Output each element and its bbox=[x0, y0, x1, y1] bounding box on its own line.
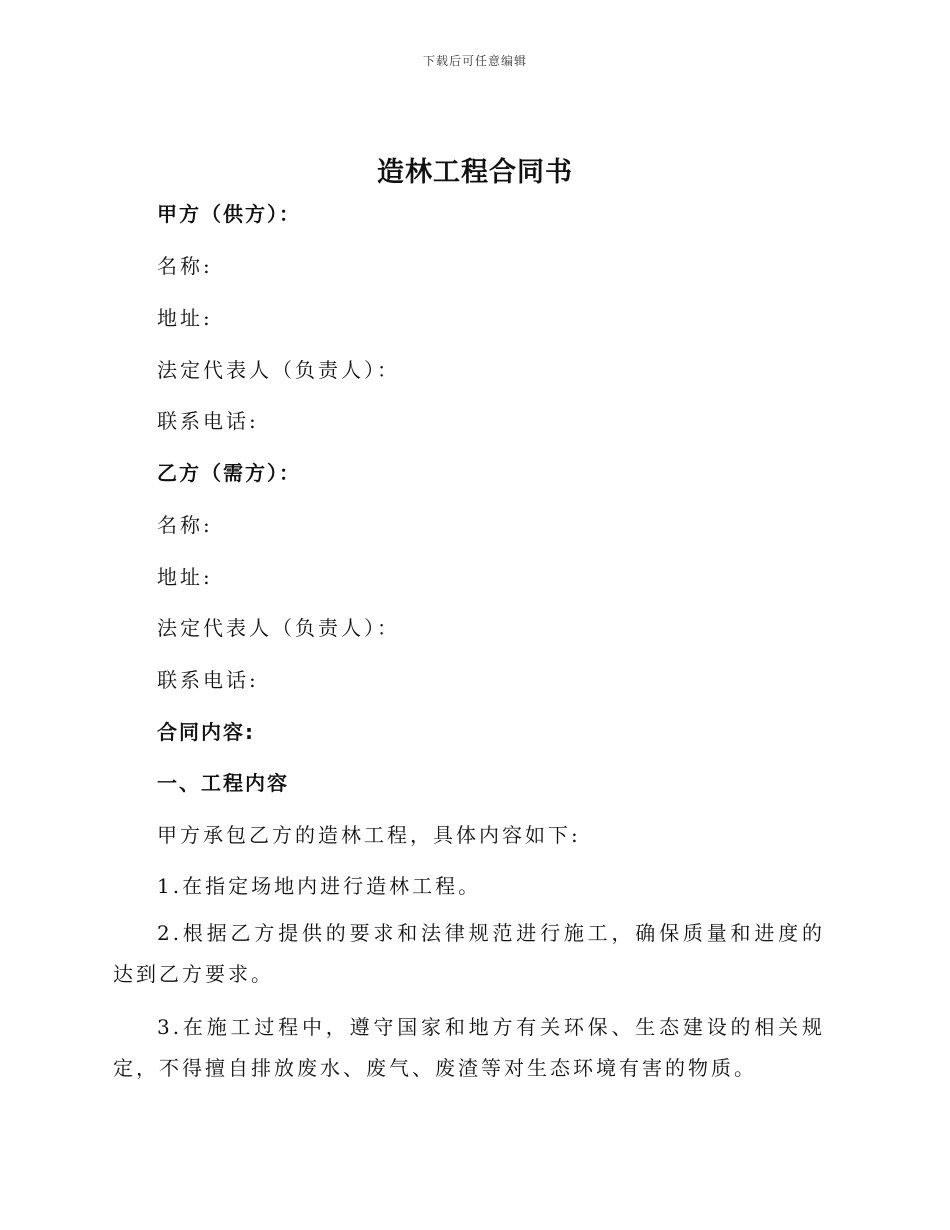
party-b-heading: 乙方（需方）： bbox=[157, 461, 301, 485]
section1-item-1: 1.在指定场地内进行造林工程。 bbox=[157, 874, 482, 898]
section1-item-2: 2.根据乙方提供的要求和法律规范进行施工，确保质量和进度的达到乙方要求。 bbox=[113, 921, 825, 986]
party-b-address-label: 地址: bbox=[157, 565, 213, 589]
section1-heading: 一、工程内容 bbox=[157, 771, 289, 795]
section1-intro: 甲方承包乙方的造林工程，具体内容如下: bbox=[157, 823, 581, 847]
party-a-address-label: 地址: bbox=[157, 306, 213, 330]
header-note: 下载后可任意编辑 bbox=[422, 54, 527, 68]
section1-item-3: 3.在施工过程中，遵守国家和地方有关环保、生态建设的相关规定，不得擅自排放废水、废气、废渣等对生态环境有害的物质。 bbox=[113, 1015, 825, 1080]
party-a-name-label: 名称: bbox=[157, 254, 213, 278]
party-b-name-label: 名称: bbox=[157, 513, 213, 537]
party-b-representative-label: 法定代表人（负责人）： bbox=[157, 616, 400, 640]
contract-content-heading: 合同内容: bbox=[157, 720, 255, 744]
party-a-heading: 甲方（供方）： bbox=[157, 202, 301, 226]
party-a-phone-label: 联系电话: bbox=[157, 409, 259, 433]
party-a-representative-label: 法定代表人（负责人）： bbox=[157, 358, 400, 382]
party-b-phone-label: 联系电话: bbox=[157, 668, 259, 692]
document-title: 造林工程合同书 bbox=[377, 157, 573, 188]
